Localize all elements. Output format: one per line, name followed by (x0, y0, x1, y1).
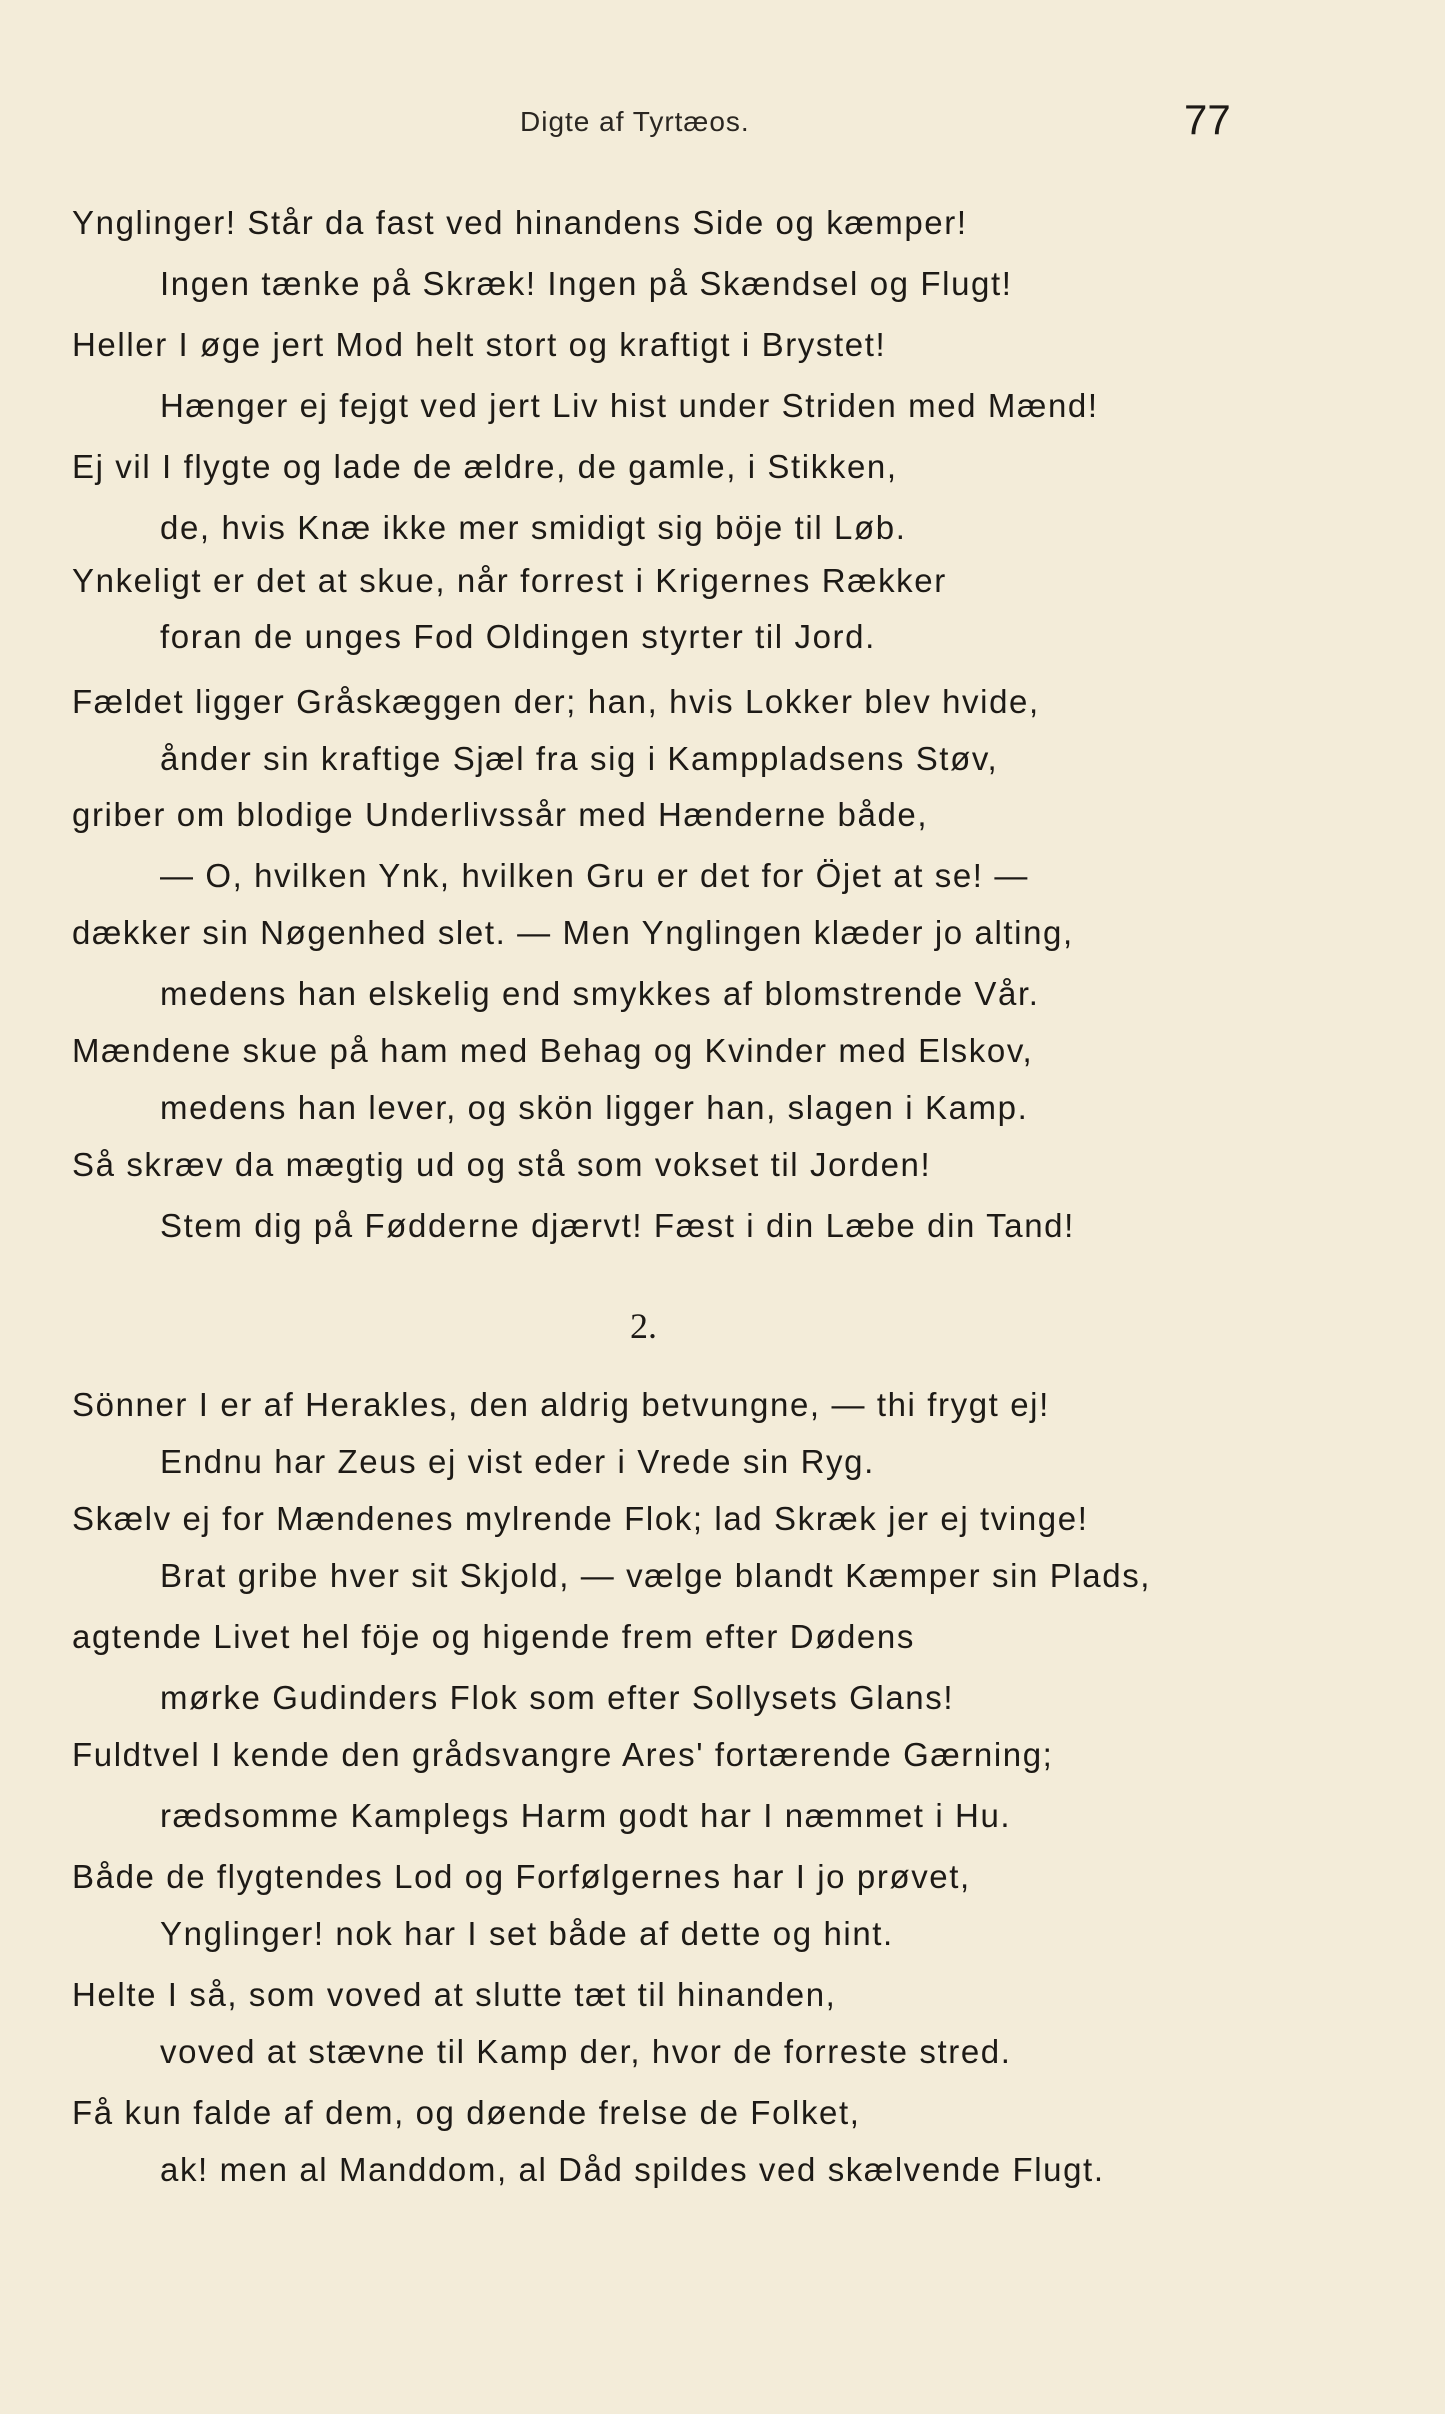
verse-line: Fældet ligger Gråskæggen der; han, hvis Lokker blev hvide, (72, 683, 1040, 720)
verse-line: foran de unges Fod Oldingen styrter til Jord. (160, 618, 876, 655)
verse-line: voved at stævne til Kamp der, hvor de forreste stred. (160, 2033, 1012, 2070)
verse-line: agtende Livet hel föje og higende frem efter Dødens (72, 1618, 915, 1655)
verse-line: — O, hvilken Ynk, hvilken Gru er det for Öjet at se! — (160, 857, 1029, 894)
verse-line: Endnu har Zeus ej vist eder i Vrede sin Ryg. (160, 1443, 875, 1480)
verse-line: Ynkeligt er det at skue, når forrest i Krigernes Rækker (72, 562, 947, 599)
section-number: 2. (630, 1306, 657, 1346)
verse-line: Så skræv da mægtig ud og stå som vokset til Jorden! (72, 1146, 932, 1183)
verse-line: Hænger ej fejgt ved jert Liv hist under Striden med Mænd! (160, 387, 1099, 424)
verse-line: Ynglinger! Står da fast ved hinandens Side og kæmper! (72, 204, 968, 241)
verse-line: Ynglinger! nok har I set både af dette og hint. (160, 1915, 894, 1952)
verse-line: medens han elskelig end smykkes af blomstrende Vår. (160, 975, 1040, 1012)
verse-line: Skælv ej for Mændenes mylrende Flok; lad Skræk jer ej tvinge! (72, 1500, 1089, 1537)
verse-line: griber om blodige Underlivssår med Hænderne både, (72, 796, 929, 833)
verse-line: dækker sin Nøgenhed slet. — Men Ynglingen klæder jo alting, (72, 914, 1074, 951)
page-number: 77 (1184, 96, 1231, 143)
verse-line: Både de flygtendes Lod og Forfølgernes har I jo prøvet, (72, 1858, 971, 1895)
verse-line: Stem dig på Fødderne djærvt! Fæst i din Læbe din Tand! (160, 1207, 1075, 1244)
verse-line: ak! men al Manddom, al Dåd spildes ved skælvende Flugt. (160, 2151, 1105, 2188)
verse-line: rædsomme Kamplegs Harm godt har I næmmet i Hu. (160, 1797, 1012, 1834)
verse-line: Heller I øge jert Mod helt stort og kraftigt i Brystet! (72, 326, 887, 363)
verse-line: Helte I så, som voved at slutte tæt til hinanden, (72, 1976, 837, 2013)
verse-line: Ej vil I flygte og lade de ældre, de gamle, i Stikken, (72, 448, 898, 485)
verse-line: ånder sin kraftige Sjæl fra sig i Kamppladsens Støv, (160, 740, 999, 777)
running-title: Digte af Tyrtæos. (520, 106, 750, 137)
verse-line: Få kun falde af dem, og døende frelse de Folket, (72, 2094, 861, 2131)
verse-line: Fuldtvel I kende den grådsvangre Ares' fortærende Gærning; (72, 1736, 1054, 1773)
running-head (0, 96, 1445, 156)
verse-line: Ingen tænke på Skræk! Ingen på Skændsel og Flugt! (160, 265, 1013, 302)
verse-line: de, hvis Knæ ikke mer smidigt sig böje til Løb. (160, 509, 907, 546)
verse-line: Mændene skue på ham med Behag og Kvinder med Elskov, (72, 1032, 1034, 1069)
verse-line: Brat gribe hver sit Skjold, — vælge blandt Kæmper sin Plads, (160, 1557, 1152, 1594)
verse-line: medens han lever, og skön ligger han, slagen i Kamp. (160, 1089, 1029, 1126)
verse-line: mørke Gudinders Flok som efter Sollysets Glans! (160, 1679, 955, 1716)
verse-line: Sönner I er af Herakles, den aldrig betvungne, — thi frygt ej! (72, 1386, 1050, 1423)
